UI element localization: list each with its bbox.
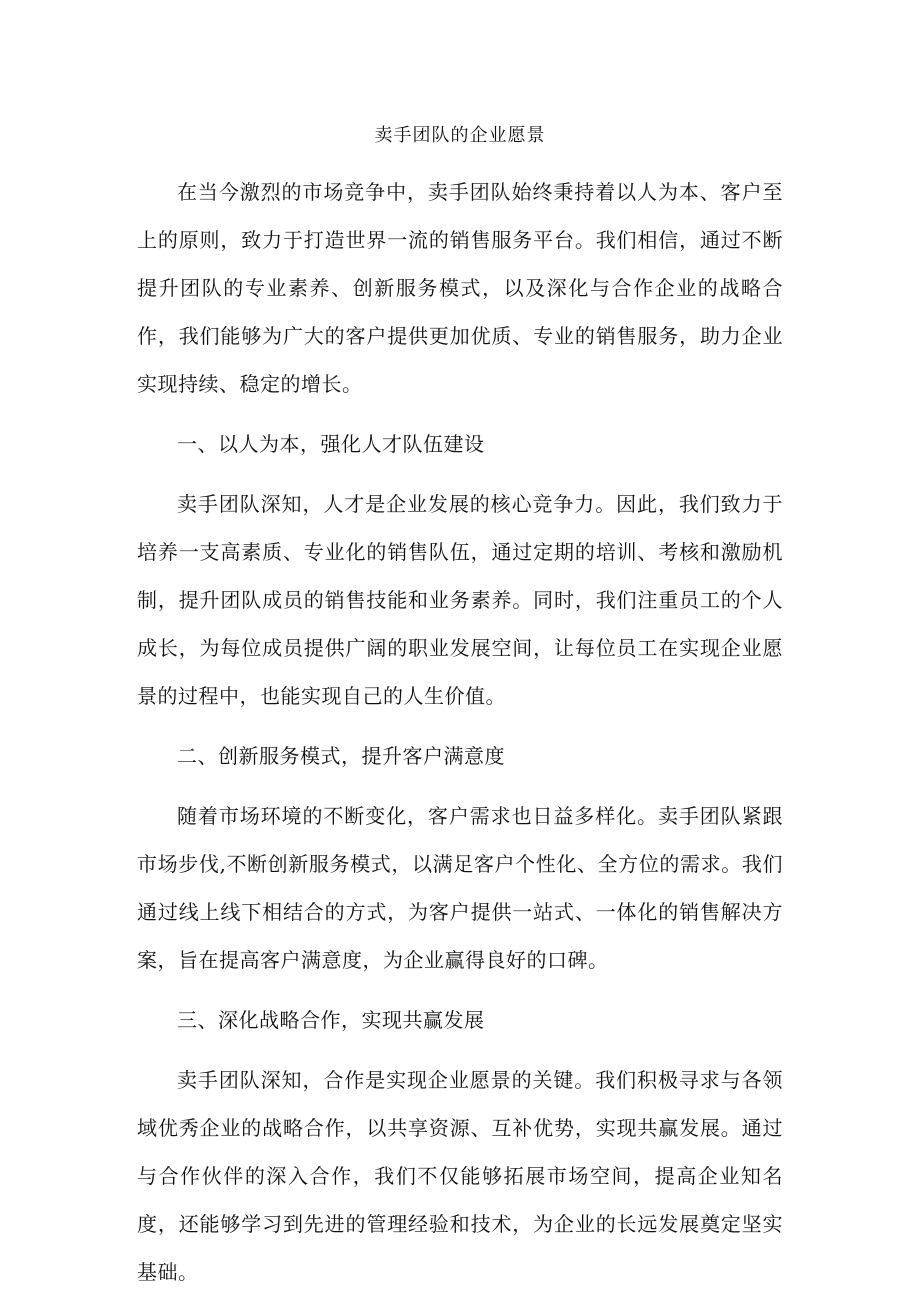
section-body-3: 卖手团队深知，合作是实现企业愿景的关键。我们积极寻求与各领域优秀企业的战略合作，以共享资源、互补优势，实现共赢发展。通过与合作伙伴的深入合作，我们不仅能够拓展市场空间，提高企业知名度，还能够学习到先进的管理经验和技术，为企业的长远发展奠定坚实基础。 xyxy=(137,1068,783,1284)
section-body-2: 随着市场环境的不断变化，客户需求也日益多样化。卖手团队紧跟市场步伐,不断创新服务模式，以满足客户个性化、全方位的需求。我们通过线上线下相结合的方式，为客户提供一站式、一体化的销售解决方案，旨在提高客户满意度，为企业赢得良好的口碑。 xyxy=(137,804,783,972)
document-title: 卖手团队的企业愿景 xyxy=(374,125,546,146)
section-heading-3: 三、深化战略合作，实现共赢发展 xyxy=(177,1008,485,1032)
section-heading-2: 二、创新服务模式，提升客户满意度 xyxy=(177,744,505,768)
intro-paragraph: 在当今激烈的市场竞争中，卖手团队始终秉持着以人为本、客户至上的原则，致力于打造世界一流的销售服务平台。我们相信，通过不断提升团队的专业素养、创新服务模式，以及深化与合作企业的战略合作，我们能够为广大的客户提供更加优质、专业的销售服务，助力企业实现持续、稳定的增长。 xyxy=(137,180,783,396)
section-body-1: 卖手团队深知，人才是企业发展的核心竞争力。因此，我们致力于培养一支高素质、专业化的销售队伍，通过定期的培训、考核和激励机制，提升团队成员的销售技能和业务素养。同时，我们注重员工的个人成长，为每位成员提供广阔的职业发展空间，让每位员工在实现企业愿景的过程中，也能实现自己的人生价值。 xyxy=(137,492,783,708)
section-heading-1: 一、以人为本，强化人才队伍建设 xyxy=(177,432,485,456)
